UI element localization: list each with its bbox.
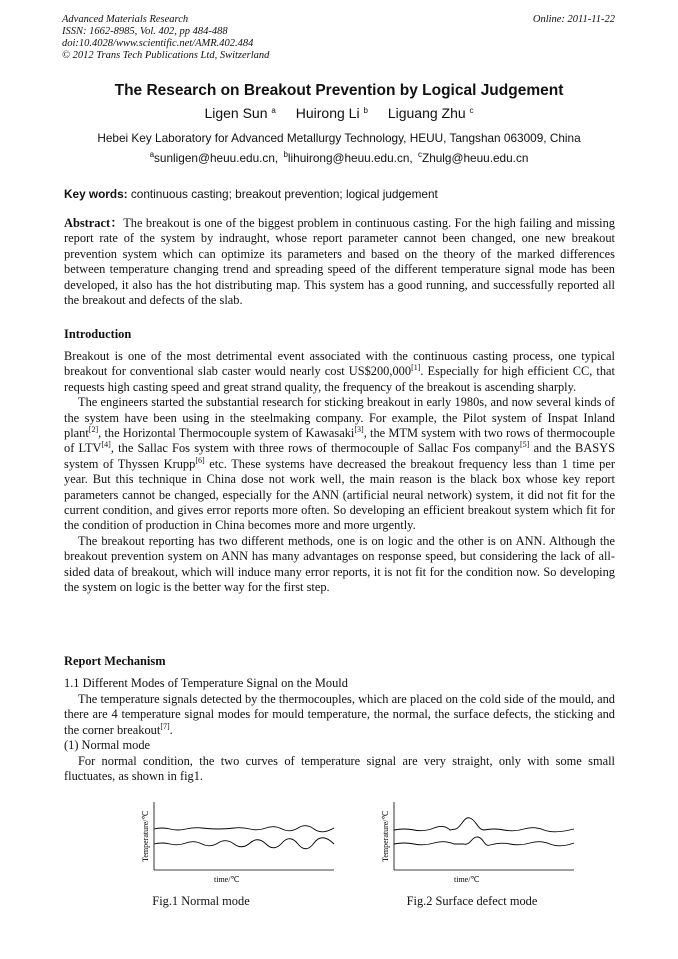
email: $^c$Zhulg@heuu.edu.cn (417, 150, 529, 165)
figure-1-caption: Fig.1 Normal mode (152, 894, 250, 908)
journal-header (62, 14, 615, 62)
email-list (0, 151, 678, 165)
abstract-label: Abstract： (64, 216, 124, 230)
paragraph: The breakout reporting has two different methods, one is on logic and the other is on ANN. Although the breakout prevention system on ANN has many advantages on response speed, but considering the lack of all-sided data of breakout, which will induce many error reports, it is not fit for the condition now. So developing the system on logic is the better way for the first step. (64, 533, 615, 595)
mode-label: (1) Normal mode (64, 738, 151, 753)
introduction-body (64, 349, 615, 596)
paragraph: The engineers started the substantial research for sticking breakout in early 1980s, and now several kinds of the system have been using in the steelmaking company. For example, the Pilot system of Inspat Inland plant[2], the Horizontal Thermocouple system of Kawasaki[3], the MTM system with two rows of thermocouple of LTV[4], the Sallac Fos system with three rows of thermocouple of Sallac Fos company[5] and the BASYS system of Thyssen Krupp[6] etc. These systems have decreased the breakout frequency less than 1 time per year. But this technique in China dose not work well, the main reason is the black box whose key report parameters cannot be changed, especially for the ANN (artificial neural network) system, it did not fit for the current condition, and gives error reports more often. So developing an efficient breakout system which fit for the condition of production in China becomes more and more urgently. (64, 395, 616, 533)
abstract-text: The breakout is one of the biggest problem in continuous casting. For the high failing and missing report rate of the system by indraught, whose report parameter cannot been changed, one new breakout prevention system which can optimize its parameters and based on the theory of the marked differences between temperature changing trend and spreading speed of the different temperature signal mode has been developed, it also has the hot distributing map. This system has a good running, and successfully reported all the breakout and defects of the slab. (64, 216, 615, 308)
journal-name: Advanced Materials Research (62, 14, 189, 25)
author: Liguang Zhu $^c$ (387, 105, 474, 121)
online-date: Online: 2011-11-22 (532, 14, 615, 25)
y-axis-label: Temperature/℃ (381, 810, 390, 862)
figure-1-plot (138, 800, 338, 892)
affiliation: Hebei Key Laboratory for Advanced Metallurgy Technology, HEUU, Tangshan 063009, China (97, 131, 581, 145)
abstract (64, 216, 615, 308)
paragraph: Breakout is one of the most detrimental event associated with the continuous casting process, one typical breakout for conventional slab caster would nearly cost US$200,000[1]. Especially for high efficient CC, that requests high casting speed and great strand quality, the frequency of the breakout is ascending sharply. (64, 349, 615, 394)
signal-curve-upper (154, 826, 334, 832)
subsection-heading: 1.1 Different Modes of Temperature Signal on the Mould (64, 676, 348, 690)
author: Huirong Li $^b$ (295, 105, 368, 121)
paragraph: For normal condition, the two curves of temperature signal are very straight, only with some small fluctuates, as shown in fig1. (64, 753, 615, 784)
paragraph: The temperature signals detected by the thermocouples, which are placed on the cold side of the mould, and there are 4 temperature signal modes for mould temperature, the normal, the surface defects, the sticking and the corner breakout[7]. (64, 692, 615, 737)
copyright: © 2012 Trans Tech Publications Ltd, Switzerland (62, 50, 270, 61)
doi: doi:10.4028/www.scientific.net/AMR.402.484 (62, 38, 254, 49)
keywords (64, 187, 616, 201)
email: $^a$sunligen@heuu.edu.cn, (149, 150, 279, 165)
paper-title: The Research on Breakout Prevention by Logical Judgement (114, 82, 564, 99)
signal-curve-upper (394, 818, 574, 832)
author: Ligen Sun $^a$ (204, 105, 276, 121)
author-list (0, 105, 678, 121)
x-axis-label: time/℃ (214, 875, 240, 884)
keywords-text: continuous casting; breakout prevention; logical judgement (130, 187, 438, 201)
y-axis-label: Temperature/℃ (141, 810, 150, 862)
x-axis-label: time/℃ (454, 875, 480, 884)
figure-1 (138, 800, 338, 892)
figure-2-caption: Fig.2 Surface defect mode (406, 894, 538, 908)
introduction-heading: Introduction (64, 327, 132, 341)
figure-2-plot (378, 800, 578, 892)
signal-curve-lower (154, 838, 334, 849)
report-heading: Report Mechanism (64, 654, 166, 668)
signal-curve-lower (394, 837, 574, 846)
email: $^b$lihuirong@heuu.edu.cn, (283, 150, 413, 165)
report-body (64, 692, 615, 784)
issn: ISSN: 1662-8985, Vol. 402, pp 484-488 (62, 26, 228, 37)
keywords-label: Key words: (64, 187, 128, 201)
figure-2 (378, 800, 578, 892)
